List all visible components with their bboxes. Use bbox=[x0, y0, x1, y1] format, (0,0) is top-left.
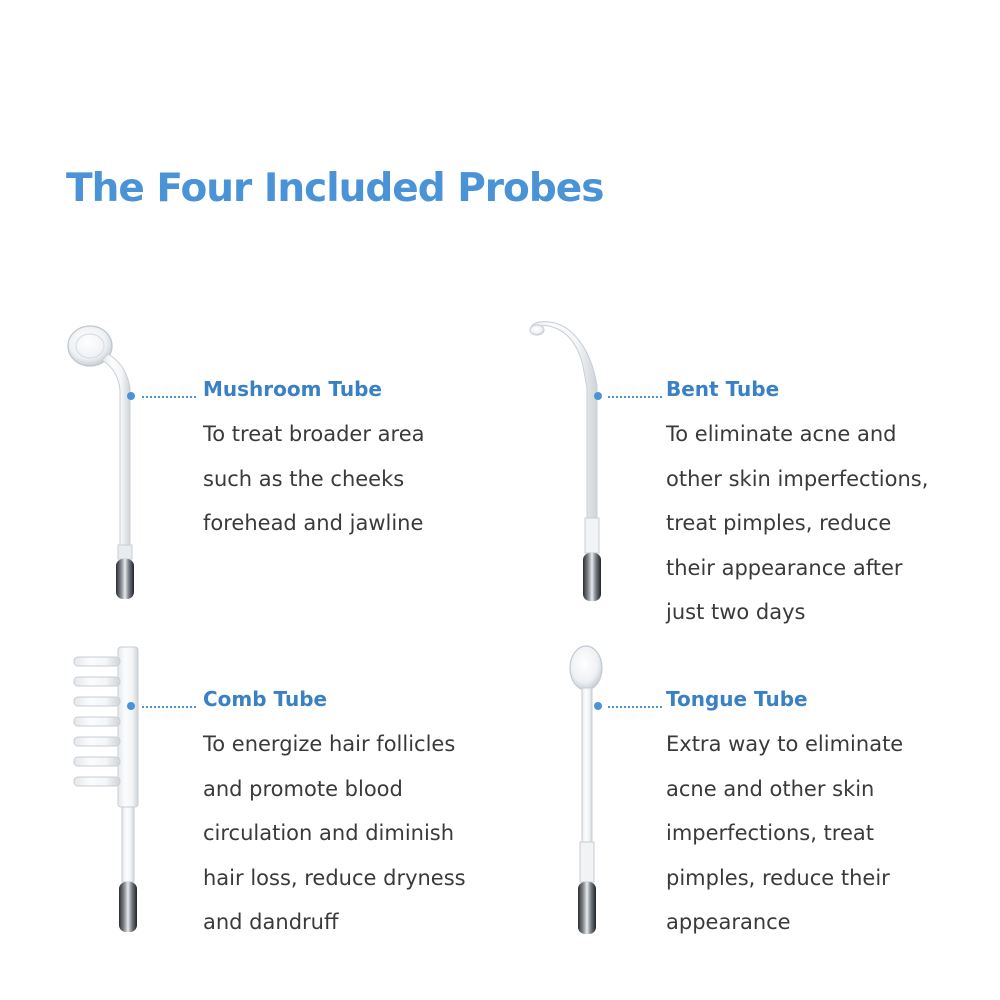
probe-description bbox=[203, 722, 466, 945]
connector-dot bbox=[594, 392, 602, 400]
probe-description bbox=[666, 722, 903, 945]
connector-dot bbox=[127, 392, 135, 400]
page-title: The Four Included Probes bbox=[66, 166, 604, 211]
probe-name: Tongue Tube bbox=[666, 687, 808, 711]
bent-tube-icon bbox=[525, 318, 615, 608]
probe-description bbox=[203, 412, 425, 546]
connector-dot bbox=[127, 702, 135, 710]
mushroom-tube-icon bbox=[60, 310, 150, 605]
probe-name: Comb Tube bbox=[203, 687, 328, 711]
description-line: treat pimples, reduce bbox=[666, 511, 892, 535]
probe-name: Bent Tube bbox=[666, 377, 780, 401]
description-line: such as the cheeks bbox=[203, 466, 405, 491]
description-line: To treat broader area bbox=[203, 422, 425, 446]
description-line: their appearance after bbox=[666, 555, 903, 580]
connector-line bbox=[142, 706, 196, 708]
connector-dot bbox=[594, 702, 602, 710]
description-line: Extra way to eliminate bbox=[666, 732, 904, 756]
tongue-tube-icon bbox=[560, 642, 620, 942]
description-line: acne and other skin bbox=[666, 776, 875, 801]
connector-line bbox=[608, 396, 662, 398]
description-line: hair loss, reduce dryness bbox=[203, 865, 466, 890]
connector-line bbox=[142, 396, 196, 398]
description-line: just two days bbox=[666, 600, 806, 624]
description-line: other skin imperfections, bbox=[666, 466, 929, 491]
description-line: forehead and jawline bbox=[203, 511, 424, 535]
probe-name: Mushroom Tube bbox=[203, 377, 382, 401]
description-line: appearance bbox=[666, 910, 791, 934]
description-line: and promote blood bbox=[203, 776, 403, 801]
probe-description bbox=[666, 412, 928, 635]
description-line: To eliminate acne and bbox=[666, 422, 897, 446]
connector-line bbox=[608, 706, 662, 708]
description-line: circulation and diminish bbox=[203, 821, 455, 845]
description-line: and dandruff bbox=[203, 910, 339, 934]
description-line: To energize hair follicles bbox=[203, 732, 456, 756]
description-line: imperfections, treat bbox=[666, 821, 874, 845]
comb-tube-icon bbox=[70, 645, 150, 940]
description-line: pimples, reduce their bbox=[666, 865, 890, 890]
